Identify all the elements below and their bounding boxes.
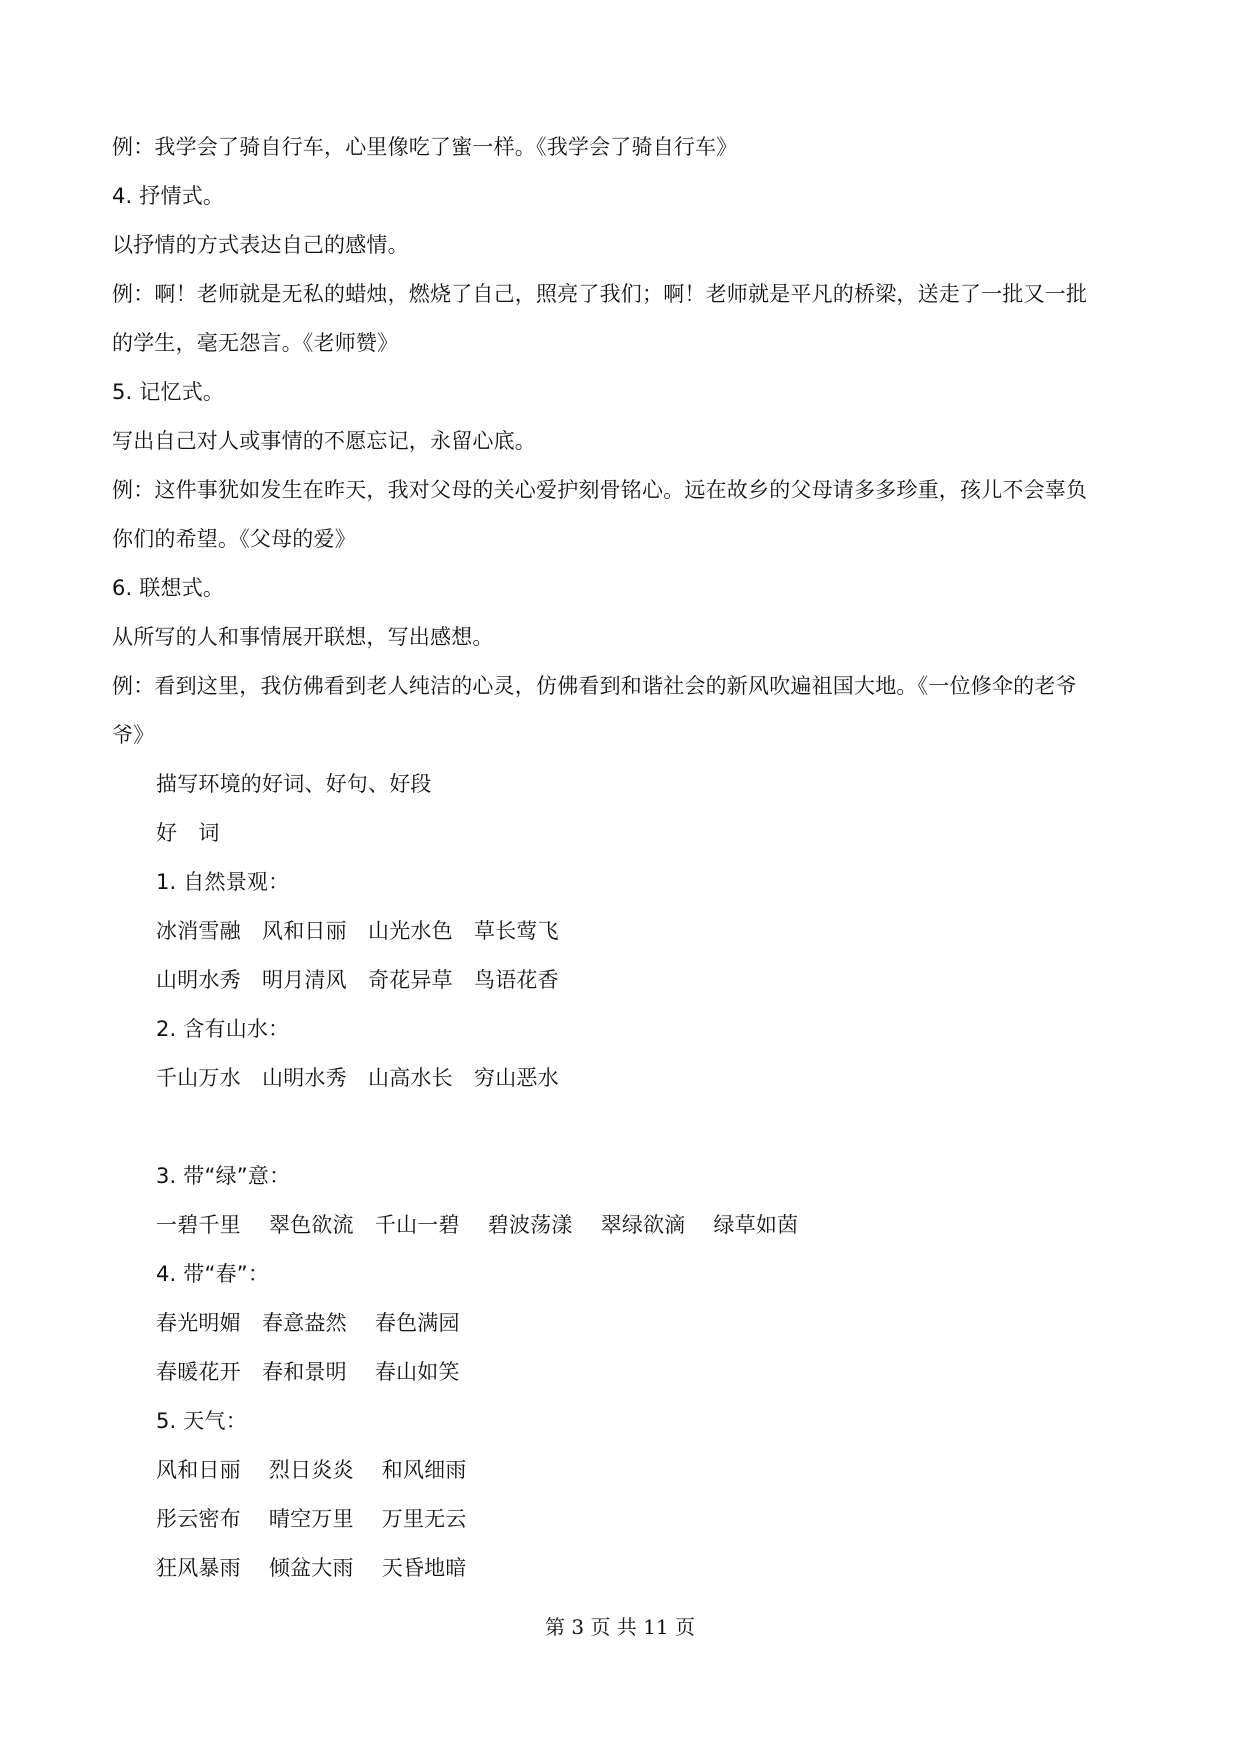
example-teacher-line2: 的学生，毫无怨言。《老师赞》 — [112, 331, 399, 355]
desc-association-style: 从所写的人和事情展开联想，写出感想。 — [112, 625, 494, 649]
desc-memory-style: 写出自己对人或事情的不愿忘记，永留心底。 — [112, 429, 536, 453]
heading-association-style: 6. 联想式。 — [112, 576, 225, 600]
category-green: 3. 带“绿”意： — [156, 1164, 291, 1188]
word-row-mountains-water: 千山万水 山明水秀 山高水长 穷山恶水 — [156, 1066, 559, 1090]
category-weather: 5. 天气： — [156, 1409, 247, 1433]
word-row-weather-3: 狂风暴雨 倾盆大雨 天昏地暗 — [156, 1556, 467, 1580]
subsection-good-words: 好 词 — [156, 821, 220, 845]
word-row-weather-2: 彤云密布 晴空万里 万里无云 — [156, 1507, 467, 1531]
example-teacher-line1: 例：啊！老师就是无私的蜡烛，燃烧了自己，照亮了我们；啊！老师就是平凡的桥梁，送走了一批又一批 — [112, 282, 1088, 306]
heading-lyrical-style: 4. 抒情式。 — [112, 184, 225, 208]
word-row-spring-1: 春光明媚 春意盎然 春色满园 — [156, 1311, 460, 1335]
word-row-scenery-1: 冰消雪融 风和日丽 山光水色 草长莺飞 — [156, 919, 559, 943]
word-row-spring-2: 春暖花开 春和景明 春山如笑 — [156, 1360, 460, 1384]
section-title-environment: 描写环境的好词、好句、好段 — [156, 772, 432, 796]
word-row-weather-1: 风和日丽 烈日炎炎 和风细雨 — [156, 1458, 467, 1482]
word-row-green: 一碧千里 翠色欲流 千山一碧 碧波荡漾 翠绿欲滴 绿草如茵 — [156, 1213, 799, 1237]
example-parents-line2: 你们的希望。《父母的爱》 — [112, 527, 356, 551]
example-umbrella-line1: 例：看到这里，我仿佛看到老人纯洁的心灵，仿佛看到和谐社会的新风吹遍祖国大地。《一位修伞的老爷 — [112, 674, 1077, 698]
heading-memory-style: 5. 记忆式。 — [112, 380, 225, 404]
example-umbrella-line2: 爷》 — [112, 723, 155, 747]
example-parents-line1: 例：这件事犹如发生在昨天，我对父母的关心爱护刻骨铭心。远在故乡的父母请多多珍重，孩儿不会辜负 — [112, 478, 1088, 502]
category-spring: 4. 带“春”： — [156, 1262, 270, 1286]
desc-lyrical-style: 以抒情的方式表达自己的感情。 — [112, 233, 409, 257]
category-natural-scenery: 1. 自然景观： — [156, 870, 290, 894]
category-mountains-water: 2. 含有山水： — [156, 1017, 290, 1041]
example-bike: 例：我学会了骑自行车，心里像吃了蜜一样。《我学会了骑自行车》 — [112, 135, 738, 159]
word-row-scenery-2: 山明水秀 明月清风 奇花异草 鸟语花香 — [156, 968, 559, 992]
page-number-footer: 第 3 页 共 11 页 — [545, 1615, 695, 1639]
